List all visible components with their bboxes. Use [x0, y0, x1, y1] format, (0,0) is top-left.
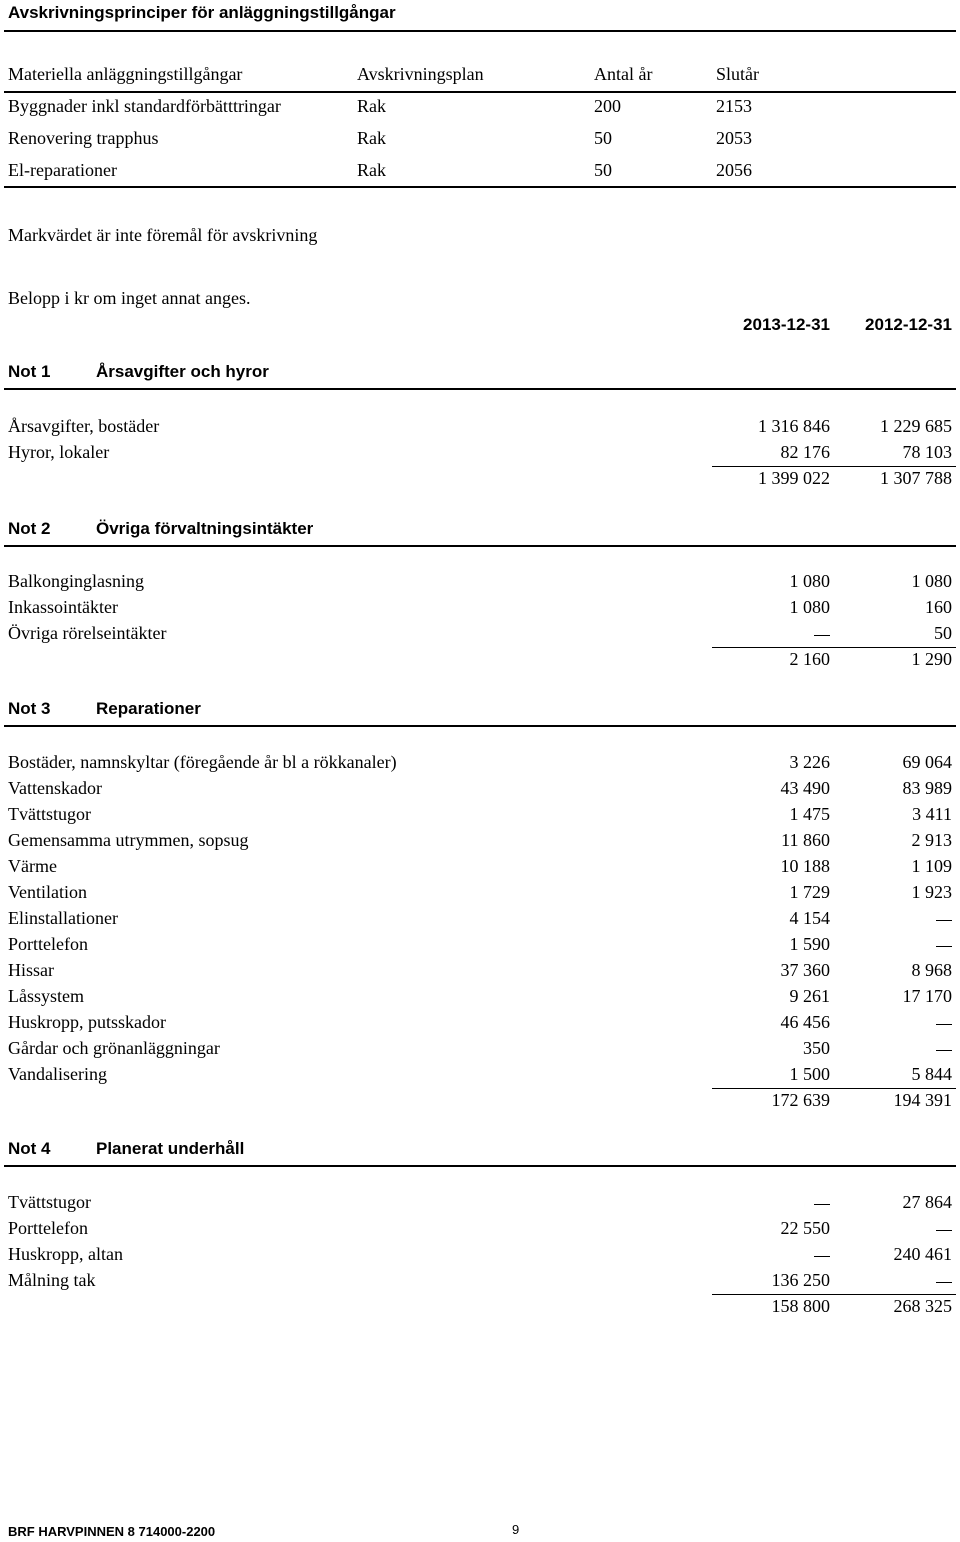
note-row-value-2012: 2 913 [911, 830, 952, 850]
note-row-value-2013: 1 080 [789, 571, 830, 591]
note-row-value-2012: 69 064 [902, 752, 952, 772]
dash-icon [936, 1230, 952, 1231]
note-row-value-2013: 9 261 [789, 986, 830, 1006]
dash-icon [936, 920, 952, 921]
note-row-value-2013: 10 188 [780, 856, 830, 876]
note-row-value-2013: 43 490 [780, 778, 830, 798]
note-row-label: Hyror, lokaler [8, 442, 110, 462]
depreciation-row-end-year: 2056 [716, 160, 752, 180]
note-row-value-2013: 1 729 [789, 882, 830, 902]
column-header-2013: 2013-12-31 [743, 315, 830, 334]
dash-icon [814, 1256, 830, 1257]
note-header-rule [4, 725, 956, 727]
amounts-note: Belopp i kr om inget annat anges. [8, 288, 251, 308]
depreciation-bottom-rule [4, 186, 956, 188]
note-row-value-2013: 1 500 [789, 1064, 830, 1084]
note-row-value-2012: 240 461 [893, 1244, 952, 1264]
depreciation-header-end-year: Slutår [716, 64, 759, 84]
note-row-label: Årsavgifter, bostäder [8, 416, 160, 436]
note-total-2013: 172 639 [771, 1090, 830, 1110]
note-row-label: Porttelefon [8, 1218, 88, 1238]
note-title: Reparationer [96, 699, 201, 718]
note-row-label: Vattenskador [8, 778, 102, 798]
note-row-value-2012: 160 [925, 597, 952, 617]
note-header-rule [4, 545, 956, 547]
footer-company: BRF HARVPINNEN 8 714000-2200 [8, 1524, 216, 1539]
depreciation-row-plan: Rak [357, 160, 386, 180]
note-total-2012: 1 290 [911, 649, 952, 669]
dash-icon [936, 946, 952, 947]
note-row-label: Hissar [8, 960, 54, 980]
note-total-2012: 194 391 [893, 1090, 952, 1110]
note-row-label: Tvättstugor [8, 1192, 91, 1212]
note-label: Not 4 [8, 1139, 51, 1158]
note-header-rule [4, 388, 956, 390]
dash-icon [936, 1282, 952, 1283]
note-row-value-2012: 1 080 [911, 571, 952, 591]
note-row-value-2013: 4 154 [789, 908, 830, 928]
note-row-label: Balkonginglasning [8, 571, 144, 591]
note-row-value-2013: 46 456 [780, 1012, 830, 1032]
depreciation-row-plan: Rak [357, 128, 386, 148]
note-header-rule [4, 1165, 956, 1167]
column-header-2012: 2012-12-31 [865, 315, 952, 334]
note-row-label: Låssystem [8, 986, 84, 1006]
depreciation-row-asset: El-reparationer [8, 160, 117, 180]
note-row-value-2012: 5 844 [911, 1064, 952, 1084]
depreciation-row-years: 50 [594, 128, 612, 148]
note-row-value-2013: 37 360 [780, 960, 830, 980]
note-title: Årsavgifter och hyror [96, 362, 269, 381]
note-row-value-2012: 83 989 [902, 778, 952, 798]
dash-icon [936, 1024, 952, 1025]
page-title: Avskrivningsprinciper för anläggningstillgångar [8, 3, 396, 22]
note-row-value-2012: 27 864 [902, 1192, 952, 1212]
note-row-value-2012: 17 170 [902, 986, 952, 1006]
note-title: Övriga förvaltningsintäkter [96, 519, 314, 538]
note-row-value-2012: 1 923 [911, 882, 952, 902]
dash-icon [814, 635, 830, 636]
note-label: Not 2 [8, 519, 51, 538]
note-row-label: Gemensamma utrymmen, sopsug [8, 830, 249, 850]
note-row-value-2012: 78 103 [902, 442, 952, 462]
note-label: Not 3 [8, 699, 51, 718]
note-row-label: Inkassointäkter [8, 597, 118, 617]
depreciation-row-asset: Byggnader inkl standardförbätttringar [8, 96, 281, 116]
note-row-value-2012: 3 411 [912, 804, 952, 824]
note-row-value-2013: 1 080 [789, 597, 830, 617]
note-row-value-2013: 1 316 846 [758, 416, 830, 436]
note-title: Planerat underhåll [96, 1139, 245, 1158]
note-row-label: Gårdar och grönanläggningar [8, 1038, 220, 1058]
note-row-label: Elinstallationer [8, 908, 118, 928]
note-total-2012: 268 325 [893, 1296, 952, 1316]
depreciation-header-asset: Materiella anläggningstillgångar [8, 64, 243, 84]
note-row-label: Värme [8, 856, 57, 876]
note-row-value-2013: 11 860 [781, 830, 830, 850]
note-total-2013: 158 800 [771, 1296, 830, 1316]
depreciation-row-asset: Renovering trapphus [8, 128, 159, 148]
note-row-value-2013: 350 [803, 1038, 830, 1058]
note-row-value-2013: 1 475 [789, 804, 830, 824]
note-total-2013: 1 399 022 [758, 468, 830, 488]
note-total-rule [712, 1088, 956, 1089]
note-row-value-2013: 1 590 [789, 934, 830, 954]
title-rule [4, 30, 956, 32]
note-total-rule [712, 466, 956, 467]
note-total-rule [712, 647, 956, 648]
footer-page-number: 9 [512, 1522, 520, 1537]
dash-icon [814, 1204, 830, 1205]
note-row-label: Övriga rörelseintäkter [8, 623, 167, 643]
note-total-2013: 2 160 [789, 649, 830, 669]
note-row-label: Huskropp, putsskador [8, 1012, 166, 1032]
note-row-value-2012: 50 [934, 623, 952, 643]
depreciation-row-end-year: 2053 [716, 128, 752, 148]
land-value-note: Markvärdet är inte föremål för avskrivning [8, 225, 318, 245]
depreciation-row-years: 50 [594, 160, 612, 180]
depreciation-row-end-year: 2153 [716, 96, 752, 116]
depreciation-header-plan: Avskrivningsplan [357, 64, 484, 84]
note-row-value-2012: 8 968 [911, 960, 952, 980]
note-row-label: Huskropp, altan [8, 1244, 123, 1264]
note-row-value-2013: 3 226 [789, 752, 830, 772]
note-row-value-2013: 22 550 [780, 1218, 830, 1238]
note-total-2012: 1 307 788 [880, 468, 952, 488]
note-label: Not 1 [8, 362, 51, 381]
note-row-label: Vandalisering [8, 1064, 107, 1084]
depreciation-header-years: Antal år [594, 64, 653, 84]
note-row-value-2012: 1 229 685 [880, 416, 952, 436]
note-total-rule [712, 1294, 956, 1295]
note-row-value-2013: 136 250 [771, 1270, 830, 1290]
note-row-value-2013: 82 176 [780, 442, 830, 462]
depreciation-row-plan: Rak [357, 96, 386, 116]
note-row-label: Tvättstugor [8, 804, 91, 824]
note-row-label: Bostäder, namnskyltar (föregående år bl a rökkanaler) [8, 752, 397, 772]
note-row-value-2012: 1 109 [911, 856, 952, 876]
note-row-label: Målning tak [8, 1270, 96, 1290]
depreciation-row-years: 200 [594, 96, 621, 116]
depreciation-header-rule [4, 91, 956, 93]
dash-icon [936, 1050, 952, 1051]
note-row-label: Porttelefon [8, 934, 88, 954]
note-row-label: Ventilation [8, 882, 87, 902]
